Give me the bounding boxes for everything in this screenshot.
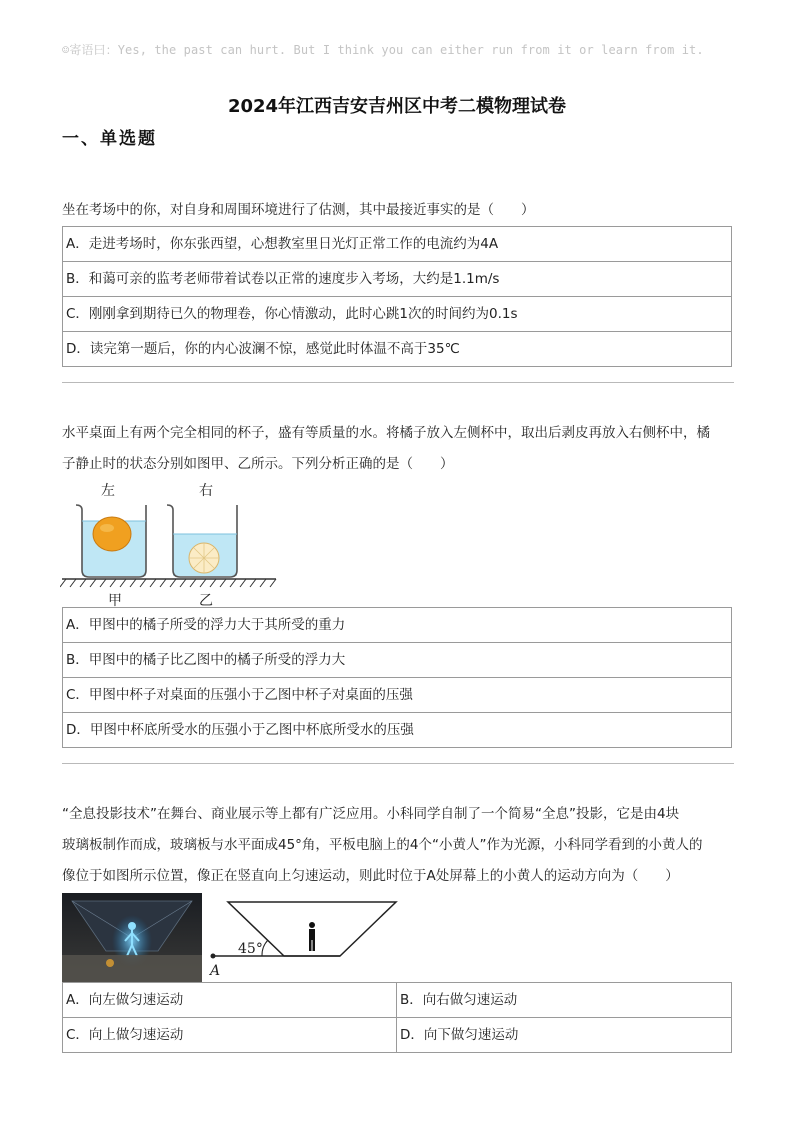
q3-text-line3: 像位于如图所示位置，像正在竖直向上匀速运动，则此时位于A处屏幕上的小黄人的运动方向为（ ） xyxy=(62,868,679,884)
q3-option-c[interactable]: C．向上做匀速运动 xyxy=(63,1018,397,1053)
q3-option-a[interactable]: A．向左做匀速运动 xyxy=(63,983,397,1018)
section-heading: 一、单选题 xyxy=(62,129,157,149)
q2-option-b[interactable]: B．甲图中的橘子比乙图中的橘子所受的浮力大 xyxy=(63,643,731,678)
q3-text-line1: “全息投影技术”在舞台、商业展示等上都有广泛应用。小科同学自制了一个简易“全息”投影，它是由4块 xyxy=(62,806,680,822)
page-title: 2024年江西吉安吉州区中考二模物理试卷 xyxy=(227,96,567,117)
point-a-label: A xyxy=(210,963,221,979)
q2-text xyxy=(62,418,734,480)
q3-options xyxy=(62,982,732,1053)
divider xyxy=(62,763,734,764)
q1-options xyxy=(62,226,732,367)
q3-option-d[interactable]: D．向下做匀速运动 xyxy=(397,1018,731,1053)
orange-whole xyxy=(93,517,131,551)
person-icon xyxy=(309,922,315,951)
q3-option-b[interactable]: B．向右做匀速运动 xyxy=(397,983,731,1018)
q2-options xyxy=(62,607,732,748)
left-beaker xyxy=(76,505,146,577)
q2-text-line2: 子静止时的状态分别如图甲、乙所示。下列分析正确的是（ ） xyxy=(62,456,454,472)
q2-label-right: 右 xyxy=(199,483,213,499)
q1-option-c[interactable]: C．刚刚拿到期待已久的物理卷，你心情激动，此时心跳1次的时间约为0.1s xyxy=(63,297,731,332)
divider xyxy=(62,382,734,383)
q2-label-yi: 乙 xyxy=(199,593,213,608)
q3-options-row1 xyxy=(63,983,731,1018)
angle-label: 45° xyxy=(238,941,263,957)
q1-text: 坐在考场中的你，对自身和周围环境进行了估测，其中最接近事实的是（ ） xyxy=(62,202,535,218)
q2-option-d[interactable]: D．甲图中杯底所受水的压强小于乙图中杯底所受水的压强 xyxy=(63,713,731,748)
q2-label-left: 左 xyxy=(101,483,115,499)
hologram-photo xyxy=(62,893,202,982)
q2-option-a[interactable]: A．甲图中的橘子所受的浮力大于其所受的重力 xyxy=(63,608,731,643)
q2-option-c[interactable]: C．甲图中杯子对桌面的压强小于乙图中杯子对桌面的压强 xyxy=(63,678,731,713)
point-a-dot xyxy=(211,954,216,959)
watermark: ☺寄语曰：Yes, the past can hurt. But I think you can either run from it or learn from it. xyxy=(62,43,704,57)
q2-label-jia: 甲 xyxy=(108,593,122,608)
q1-option-d[interactable]: D．读完第一题后，你的内心波澜不惊，感觉此时体温不高于35℃ xyxy=(63,332,731,367)
right-beaker xyxy=(167,505,237,577)
q3-options-row2 xyxy=(63,1018,731,1053)
q3-text-line2: 玻璃板制作而成，玻璃板与水平面成45°角，平板电脑上的4个“小黄人”作为光源，小科同学看到的小黄人的 xyxy=(62,837,703,853)
q1-option-a[interactable]: A．走进考场时，你东张西望，心想教室里日光灯正常工作的电流约为4A xyxy=(63,227,731,262)
q1-option-b[interactable]: B．和蔼可亲的监考老师带着试卷以正常的速度步入考场，大约是1.1m/s xyxy=(63,262,731,297)
q3-text xyxy=(62,799,734,892)
angle-arc xyxy=(262,940,268,956)
q2-beaker-figure xyxy=(60,478,280,608)
q2-text-line1: 水平桌面上有两个完全相同的杯子，盛有等质量的水。将橘子放入左侧杯中，取出后剥皮再放入右侧杯中，橘 xyxy=(62,425,710,441)
q3-diagram xyxy=(200,897,410,979)
